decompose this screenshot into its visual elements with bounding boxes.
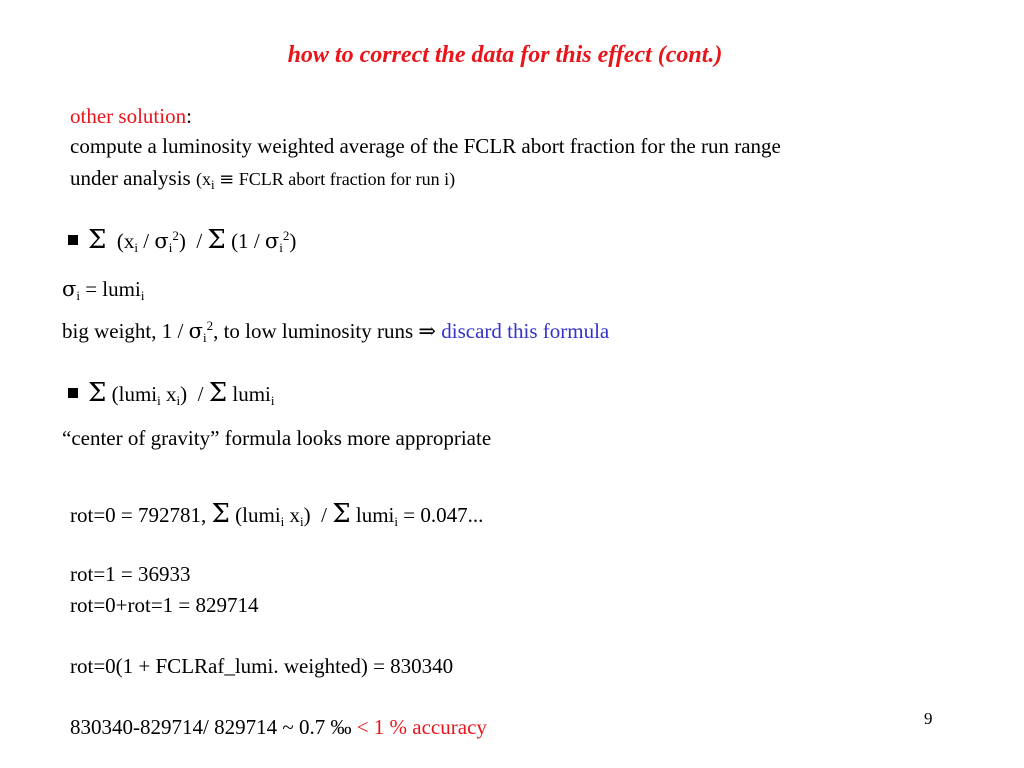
other-solution-label: other solution: [70, 104, 187, 128]
calc-lumi: lumi: [355, 503, 395, 527]
f1-open-1: (1: [231, 229, 249, 253]
sigma-symbol-6: Σ: [332, 499, 351, 529]
slide-title: how to correct the data for this effect (cont.): [287, 42, 723, 68]
calc-sub-i-2: i: [300, 514, 304, 529]
intro-line-2: [70, 166, 456, 192]
wl-text-2: , to low luminosity runs: [213, 319, 414, 343]
calc-permille: 830340-829714/ 829714 ~ 0.7 ‰: [70, 715, 352, 739]
wl-slash: /: [177, 319, 184, 343]
formula-2: [68, 380, 275, 406]
def-rest: FCLR abort fraction for run i): [238, 169, 456, 189]
sl-sigma: σ: [62, 277, 77, 301]
sigma-symbol-5: Σ: [211, 499, 230, 529]
sl-sub-i-2: i: [140, 288, 145, 303]
sigma-symbol-3: Σ: [88, 378, 107, 408]
f1-sub-i: i: [134, 240, 139, 255]
f1-open-x: (x: [116, 229, 135, 253]
calc-sub-i-3: i: [394, 514, 399, 529]
calc-result: = 0.047...: [403, 503, 484, 527]
sigma-symbol: Σ: [88, 225, 107, 255]
equiv-symbol: ≡: [219, 169, 235, 190]
f1-sub-i-3: i: [279, 240, 283, 255]
discard-formula-text: discard this formula: [441, 319, 610, 343]
accuracy-text: < 1 % accuracy: [356, 715, 487, 739]
bullet-icon-2: [68, 388, 78, 398]
calc-x: x: [289, 503, 301, 527]
calc-sub-i: i: [280, 514, 285, 529]
intro-line-1: compute a luminosity weighted average of the FCLR abort fraction for the run range: [70, 134, 781, 158]
f1-sup-2b: 2: [282, 228, 290, 243]
f2-close: ): [180, 382, 188, 406]
wl-sub-i: i: [202, 330, 207, 345]
f1-sigma-small: σ: [154, 229, 169, 253]
center-of-gravity-line: “center of gravity” formula looks more appropriate: [62, 426, 492, 450]
sl-sub-i: i: [76, 288, 80, 303]
calc-close: ): [303, 503, 311, 527]
xi-definition: [195, 169, 456, 192]
f2-x: x: [166, 382, 177, 406]
f1-slash: /: [143, 229, 150, 253]
f1-sub-i-2: i: [168, 240, 173, 255]
calc-line-3: rot=0+rot=1 = 829714: [70, 593, 259, 617]
def-open: (x: [195, 169, 211, 189]
f1-div: /: [196, 229, 203, 253]
bullet-icon: [68, 235, 78, 245]
calc-line-4: rot=0(1 + FCLRaf_lumi. weighted) = 830340: [70, 654, 454, 678]
wl-sigma: σ: [188, 319, 203, 343]
f2-open-lumi: (lumi: [111, 382, 158, 406]
weight-line: [62, 318, 610, 345]
calc-rot0: rot=0 = 792781,: [70, 503, 207, 527]
calc-div: /: [321, 503, 327, 527]
wl-text-1: big weight, 1: [62, 319, 173, 343]
page-number: 9: [924, 709, 933, 728]
intro-colon: :: [186, 104, 192, 128]
sigma-lumi-line: [62, 277, 145, 303]
f2-sub-i-2: i: [176, 393, 181, 408]
calc-line-2: rot=1 = 36933: [70, 562, 191, 586]
f1-sigma-small-2: σ: [264, 229, 280, 253]
f1-close-2: ): [289, 229, 297, 253]
calc-line-1: [70, 501, 483, 527]
implies-arrow-icon: ⇒: [418, 319, 437, 343]
f2-sub-i: i: [157, 393, 161, 408]
sigma-symbol-2: Σ: [207, 225, 226, 255]
f2-div: /: [197, 382, 204, 406]
calc-line-5: [70, 717, 487, 738]
f1-sup-2: 2: [172, 228, 179, 243]
f2-sub-i-3: i: [270, 393, 275, 408]
intro-label-line: [70, 106, 192, 127]
def-sub: i: [210, 177, 215, 192]
intro-line-2-text: under analysis: [70, 166, 191, 190]
f2-lumi: lumi: [232, 382, 271, 406]
sigma-symbol-4: Σ: [208, 378, 228, 408]
sl-eq: = lumi: [85, 277, 141, 301]
formula-1: [68, 227, 296, 253]
f1-slash-2: /: [253, 229, 260, 253]
wl-sup-2: 2: [206, 318, 214, 333]
f1-close: ): [178, 229, 186, 253]
calc-open-lumi: (lumi: [235, 503, 281, 527]
